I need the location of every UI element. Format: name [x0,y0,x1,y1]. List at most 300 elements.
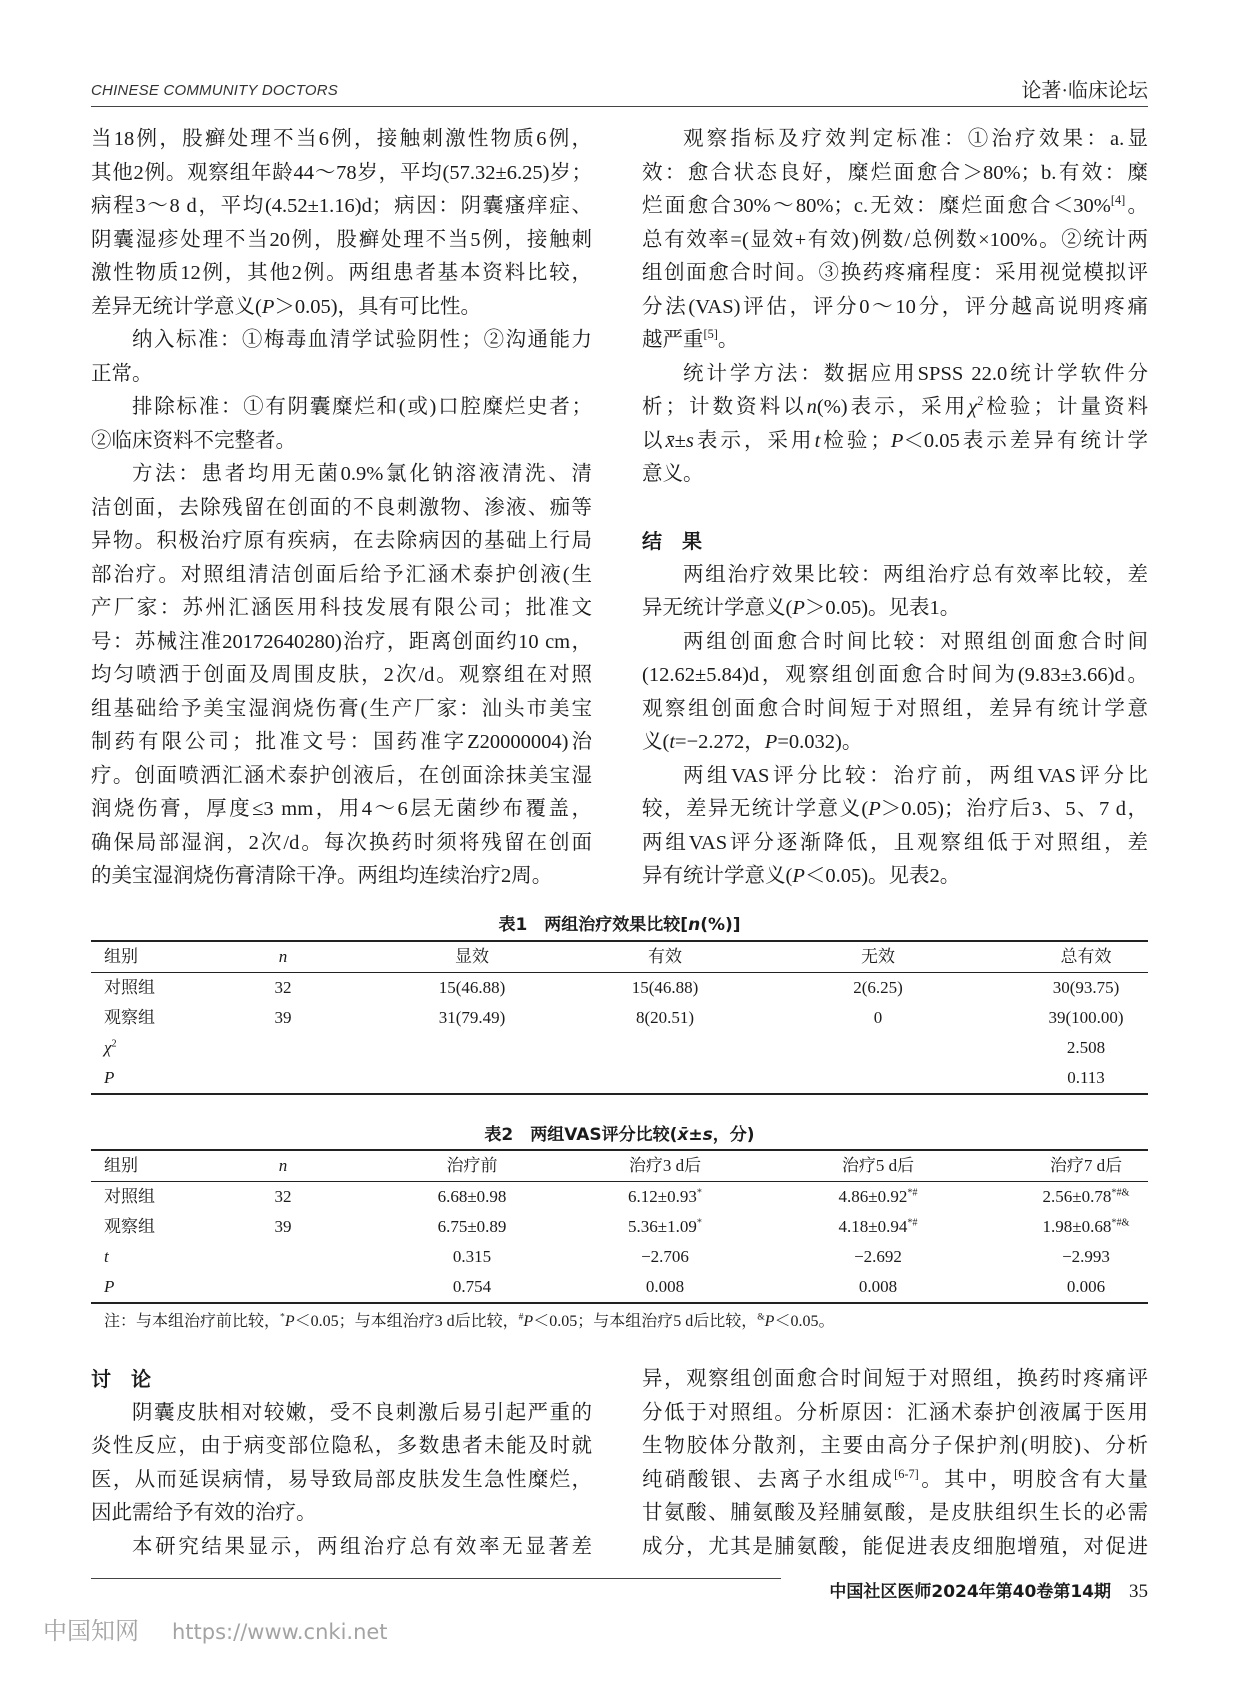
paragraph [642,358,1148,492]
text-run: 本研究结果显示，两组治疗总有效率无显著差 [132,1535,592,1558]
table-cell [575,1182,755,1212]
text-run: 对照组 [104,978,155,997]
text-run: 32 [274,1187,292,1206]
italic-symbol: χ [104,1038,112,1057]
table-cell [253,1242,313,1272]
table-cell [575,1003,755,1033]
text-line [642,1464,1148,1498]
superscript: [5] [703,327,718,342]
text-run: 部治疗。对照组清洁创面后给予汇涵术泰护创液(生 [91,563,592,586]
table-header-row [91,942,1148,973]
text-line [91,827,592,861]
text-run: 39 [274,1008,292,1027]
journal-name-en: CHINESE COMMUNITY DOCTORS [91,82,338,99]
text-run: 表2 两组VAS评分比较( [484,1125,678,1145]
text-run: 意义。 [642,463,704,485]
table-cell [382,1272,562,1302]
text-run: 产厂家：苏州汇涵医用科技发展有限公司；批准文 [91,597,592,619]
text-run: 0.754 [452,1277,492,1296]
text-run: (%)] [700,915,741,935]
table-cell [382,1242,562,1272]
italic-symbol: n [806,396,817,418]
text-run: 病程3～8 d，平均(4.52±1.16)d；病因：阴囊瘙痒症、 [91,195,592,217]
text-line [642,860,1148,894]
text-run: 1.98±0.68 [1042,1217,1112,1236]
text-run: 分低于对照组。分析原因：汇涵术泰护创液属于医用 [642,1401,1148,1424]
table-cell [575,1212,755,1242]
italic-symbol: P [868,798,881,820]
text-run: 阴囊皮肤相对较嫩，受不良刺激后易引起严重的 [132,1401,592,1424]
text-run: 。 [717,329,739,351]
table-cell [253,1033,313,1063]
footer-rule [91,1578,781,1579]
superscript: & [757,1311,765,1323]
table1-caption [91,913,1148,937]
text-run: 15(46.88) [438,978,506,997]
table-row [91,1063,1148,1093]
table-row [91,1182,1148,1212]
section-heading: 讨 论 [91,1367,151,1391]
text-line [91,626,592,660]
text-run: 观察组 [104,1217,155,1236]
italic-symbol: x̄ [665,429,675,452]
text-run: 生物胶体分散剂，主要由高分子保护剂(明胶)、分析 [642,1435,1148,1457]
text-run: 观察指标及疗效判定标准：①治疗效果：a.显 [683,128,1148,150]
text-run: ＜0.05)。见表2。 [804,865,961,887]
text-line [91,257,592,291]
text-run: 异无统计学意义( [642,597,793,619]
text-run: 正常。 [91,362,153,385]
table-cell [788,1003,968,1033]
text-line [91,324,592,358]
text-run: 两组治疗效果比较：两组治疗总有效率比较，差 [683,563,1148,586]
table-cell [104,1063,254,1093]
text-line [91,760,592,794]
text-run: 6.75±0.89 [437,1217,507,1236]
text-run: 组创面愈合时间。③换药疼痛程度：采用视觉模拟评 [642,262,1148,284]
text-run: 检验；计量资料 [983,396,1149,418]
superscript: * [280,1311,285,1323]
text-line [642,458,1148,492]
text-line [642,391,1148,425]
italic-symbol: n [688,915,701,935]
italic-symbol: χ [968,396,978,418]
text-run: 组基础给予美宝湿润烧伤膏(生产厂家：汕头市美宝 [91,697,592,720]
text-line [91,1397,592,1431]
paragraph [91,391,592,458]
text-run: 方法：患者均用无菌0.9%氯化钠溶液清洗、清 [132,463,592,485]
text-line [91,391,592,425]
text-line [91,726,592,760]
body-left-column [91,123,592,894]
text-run: 治疗前 [446,1156,498,1175]
text-line [642,592,1148,626]
column-header [575,1151,755,1181]
discussion-left-column [91,1363,592,1564]
text-run: 异，观察组创面愈合时间短于对照组，换药时疼痛评 [642,1368,1148,1390]
text-run: −2.993 [1062,1247,1110,1266]
header-rule [91,106,1148,107]
text-run: 0.008 [645,1277,685,1296]
text-run: 表示，采用 [693,429,815,452]
table2-caption [91,1123,1148,1147]
column-header [104,942,254,972]
text-line [91,291,592,325]
text-run: 治疗5 d后 [841,1156,915,1175]
column-header [788,1151,968,1181]
text-run: 较，差异无统计学意义( [642,798,869,820]
text-run: 15(46.88) [631,978,699,997]
text-line [91,458,592,492]
text-line [642,559,1148,593]
table2-note [104,1310,834,1334]
text-line [642,291,1148,325]
page-number: 35 [1129,1581,1148,1602]
text-line [642,827,1148,861]
italic-symbol: P [890,429,904,452]
table-cell [788,1182,968,1212]
text-line [642,157,1148,191]
text-run: 疗。创面喷洒汇涵术泰护创液后，在创面涂抹美宝湿 [91,764,592,787]
text-run: 确保局部湿润，2次/d。每次换药时须将残留在创面 [91,831,592,854]
text-line [91,157,592,191]
text-line [91,659,592,693]
superscript: *#& [1111,1217,1130,1229]
text-run: 炎性反应，由于病变部位隐私，多数患者未能及时就 [91,1435,592,1457]
table-cell [253,973,313,1003]
superscript: *#& [1111,1187,1130,1199]
text-run: 烂面愈合30%～80%；c.无效：糜烂面愈合＜30% [642,195,1111,217]
paragraph [91,1531,592,1565]
text-run: 号：苏械注准20172640280)治疗，距离创面约10 cm， [91,630,592,653]
paragraph [91,123,592,324]
table-cell [104,1033,254,1063]
text-run: 。 [1125,195,1149,217]
table-cell [1024,1033,1148,1063]
italic-symbol: P [764,731,778,753]
text-run: 无效 [861,947,895,966]
paragraph [642,123,1148,358]
text-line [91,592,592,626]
column-header [382,942,562,972]
table-cell [1024,973,1148,1003]
column-header [575,942,755,972]
text-run: 以 [642,429,666,452]
table-cell [104,1003,254,1033]
text-run: 观察组创面愈合时间短于对照组，差异有统计学意 [642,697,1148,720]
paragraph [642,1363,1148,1564]
table1 [91,940,1148,1095]
text-run: 医，从而延误病情，易导致局部皮肤发生急性糜烂， [91,1468,592,1491]
text-run: 总有效率=(显效+有效)例数/总例数×100%。②统计两 [642,228,1148,251]
text-run: 制药有限公司；批准文号：国药准字Z20000004)治 [91,731,592,753]
paragraph [91,1397,592,1531]
text-run: (%)表示，采用 [816,396,969,418]
text-run: 表1 两组治疗效果比较[ [498,915,689,935]
column-header [104,1151,254,1181]
superscript: * [696,1187,702,1199]
text-run: 对照组 [104,1187,155,1206]
text-run: 治疗7 d后 [1049,1156,1123,1175]
text-line [91,793,592,827]
column-header [382,1151,562,1181]
text-line [642,726,1148,760]
text-run: 越严重 [642,329,704,351]
table-header-row [91,1151,1148,1182]
text-line [91,559,592,593]
section-label: 论著·临床论坛 [1021,80,1148,102]
table-cell [104,1242,254,1272]
text-run: 排除标准：①有阴囊糜烂和(或)口腔糜烂史者； [132,396,592,418]
table-cell [382,1033,562,1063]
italic-symbol: x̄ [677,1125,689,1145]
italic-symbol: P [104,1277,115,1296]
table-cell [788,1063,968,1093]
watermark-site-name: 中国知网 [43,1617,139,1645]
text-line [91,693,592,727]
section-heading: 结 果 [642,529,702,553]
text-run: 2(6.25) [853,978,903,997]
text-line [642,1363,1148,1397]
table-row [91,1272,1148,1302]
text-run: 激性物质12例，其他2例。两组患者基本资料比较， [91,262,592,284]
table-cell [104,1212,254,1242]
italic-symbol: P [792,597,805,619]
discussion-right-column [642,1363,1148,1564]
text-line [91,425,592,459]
text-run: 洁创面，去除残留在创面的不良刺激物、渗液、痂等 [91,496,592,519]
table-cell [382,1182,562,1212]
text-run: 8(20.51) [635,1008,695,1027]
text-run: 两组创面愈合时间比较：对照组创面愈合时间 [683,630,1148,653]
text-line [91,860,592,894]
text-run: 0.008 [858,1277,898,1296]
table-cell [788,973,968,1003]
column-header [1024,942,1148,972]
table-row [91,973,1148,1003]
table-cell [575,1272,755,1302]
text-line [91,1430,592,1464]
text-run: 0.006 [1066,1277,1106,1296]
superscript: # [518,1311,524,1323]
watermark-url: https://www.cnki.net [172,1620,388,1644]
text-line [642,358,1148,392]
text-run: =0.032)。 [777,731,863,753]
text-line [91,525,592,559]
text-run: 当18例，股癣处理不当6例，接触刺激性物质6例， [91,128,592,150]
table-cell [575,1242,755,1272]
text-run: 效：愈合状态良好，糜烂面愈合＞80%；b.有效：糜 [642,161,1148,184]
paragraph [642,626,1148,760]
text-run: 析；计数资料以 [642,396,807,418]
text-run: 差异无统计学意义( [91,295,262,318]
text-run: ± [688,1125,703,1145]
text-run: 6.68±0.98 [437,1187,507,1206]
italic-symbol: n [278,947,288,966]
table-cell [575,973,755,1003]
text-run: ＜0.05表示差异有统计学 [903,429,1149,452]
table-cell [788,1212,968,1242]
italic-symbol: s [702,1125,713,1145]
text-run: ± [674,429,686,452]
table-cell [575,1033,755,1063]
text-run: ＜0.05；与本组治疗5 d后比较， [533,1313,758,1330]
text-run: −2.692 [854,1247,902,1266]
table2 [91,1149,1148,1304]
text-run: 成分，尤其是脯氨酸，能促进表皮细胞增殖，对促进 [642,1535,1148,1558]
table-row [91,1212,1148,1242]
text-line [642,760,1148,794]
italic-symbol: t [104,1247,109,1266]
text-line [642,425,1148,459]
text-run: ＜0.05。 [774,1313,835,1330]
text-run: 均匀喷洒于创面及周围皮肤，2次/d。观察组在对照 [91,664,592,686]
text-run: 异有统计学意义( [642,865,793,887]
italic-symbol: s [685,429,694,452]
text-run: 4.18±0.94 [838,1217,908,1236]
journal-issue: 中国社区医师2024年第40卷第14期 [829,1582,1111,1602]
table-cell [1024,1212,1148,1242]
italic-symbol: P [104,1068,115,1087]
table-cell [104,973,254,1003]
text-line [91,358,592,392]
italic-symbol: t [669,731,676,753]
text-run: 31(79.49) [438,1008,506,1027]
watermark [43,1616,388,1646]
text-run: ＜0.05；与本组治疗3 d后比较， [294,1313,519,1330]
text-run: 分法(VAS)评估，评分0～10分，评分越高说明疼痛 [642,295,1148,318]
superscript: [4] [1110,193,1126,208]
column-header [788,942,968,972]
body-right-column [642,123,1148,894]
text-line [91,123,592,157]
table-cell [382,1212,562,1242]
table-row [91,1242,1148,1272]
table-cell [575,1063,755,1093]
table-cell [1024,1003,1148,1033]
text-line [642,1397,1148,1431]
text-run: ＞0.05)。见表1。 [804,597,961,619]
superscript: *# [907,1217,918,1229]
text-run: 的美宝湿润烧伤膏清除干净。两组均连续治疗2周。 [91,865,553,887]
text-run: 0.315 [452,1247,492,1266]
column-header [1024,1151,1148,1181]
text-run: 有效 [648,947,682,966]
italic-symbol: P [764,1313,775,1330]
table-cell [382,1003,562,1033]
text-line [91,492,592,526]
italic-symbol: P [523,1313,534,1330]
text-line [91,190,592,224]
text-run: 2.56±0.78 [1042,1187,1112,1206]
table-row [91,1033,1148,1063]
italic-symbol: P [261,295,275,318]
table-cell [1024,1242,1148,1272]
text-run: 异物。积极治疗原有疾病，在去除病因的基础上行局 [91,530,592,552]
table-cell [104,1182,254,1212]
text-run: ＞0.05)，具有可比性。 [274,295,482,318]
text-line [91,224,592,258]
text-run: 4.86±0.92 [838,1187,908,1206]
text-line [642,123,1148,157]
text-run: 2.508 [1066,1038,1106,1057]
text-line [642,257,1148,291]
table-cell [253,1063,313,1093]
text-run: 因此需给予有效的治疗。 [91,1502,317,1524]
text-run: 。其中，明胶含有大量 [918,1468,1149,1491]
paragraph [91,324,592,391]
italic-symbol: P [284,1313,295,1330]
text-run: 39 [274,1217,292,1236]
page-footer [829,1580,1148,1604]
text-line [642,1430,1148,1464]
text-run: 6.12±0.93 [628,1187,697,1206]
text-run: 其他2例。观察组年龄44～78岁，平均(57.32±6.25)岁； [91,161,592,184]
superscript: 2 [977,394,984,409]
table-cell [382,1063,562,1093]
text-run: ＞0.05)；治疗后3、5、7 d， [880,798,1148,820]
text-line [642,324,1148,358]
column-header [253,942,313,972]
text-run: 两组VAS评分比较：治疗前，两组VAS评分比 [683,764,1148,787]
italic-symbol: n [278,1156,288,1175]
text-run: 39(100.00) [1048,1008,1124,1027]
superscript: [6-7] [894,1466,919,1481]
table-cell [788,1033,968,1063]
superscript: * [696,1217,702,1229]
text-run: 阴囊湿疹处理不当20例，股癣处理不当5例，接触刺 [91,228,592,251]
text-run: 两组VAS评分逐渐降低，且观察组低于对照组，差 [642,831,1148,854]
text-run: 甘氨酸、脯氨酸及羟脯氨酸，是皮肤组织生长的必需 [642,1502,1148,1524]
text-line [91,1464,592,1498]
table-cell [788,1242,968,1272]
text-line [91,1531,592,1565]
italic-symbol: P [792,865,805,887]
table-cell [104,1272,254,1302]
table-cell [253,1003,313,1033]
text-run: 润烧伤膏，厚度≤3 mm，用4～6层无菌纱布覆盖， [91,798,592,820]
text-run: 显效 [455,947,489,966]
text-run: 义( [642,731,670,753]
text-run: 观察组 [104,1008,155,1027]
text-run: =−2.272， [675,731,765,753]
text-run: −2.706 [641,1247,689,1266]
table-cell [382,973,562,1003]
text-line [642,1497,1148,1531]
table-cell [1024,1063,1148,1093]
table-cell [1024,1182,1148,1212]
text-run: 总有效 [1060,947,1112,966]
paragraph [642,760,1148,894]
table-cell [788,1272,968,1302]
paragraph [91,458,592,894]
table-cell [253,1212,313,1242]
table-cell [253,1272,313,1302]
italic-symbol: t [814,429,821,452]
text-run: 注：与本组治疗前比较， [104,1313,281,1330]
text-run: 组别 [104,1156,138,1175]
text-run: 治疗3 d后 [628,1156,702,1175]
text-run: 组别 [104,947,138,966]
text-line [642,693,1148,727]
text-line [642,224,1148,258]
text-run: 纳入标准：①梅毒血清学试验阴性；②沟通能力 [132,329,592,351]
text-run: (12.62±5.84)d，观察组创面愈合时间为(9.83±3.66)d。 [642,664,1148,686]
text-line [642,1531,1148,1565]
text-run: 32 [274,978,292,997]
text-line [642,190,1148,224]
text-run: 统计学方法：数据应用SPSS 22.0统计学软件分 [683,362,1148,385]
